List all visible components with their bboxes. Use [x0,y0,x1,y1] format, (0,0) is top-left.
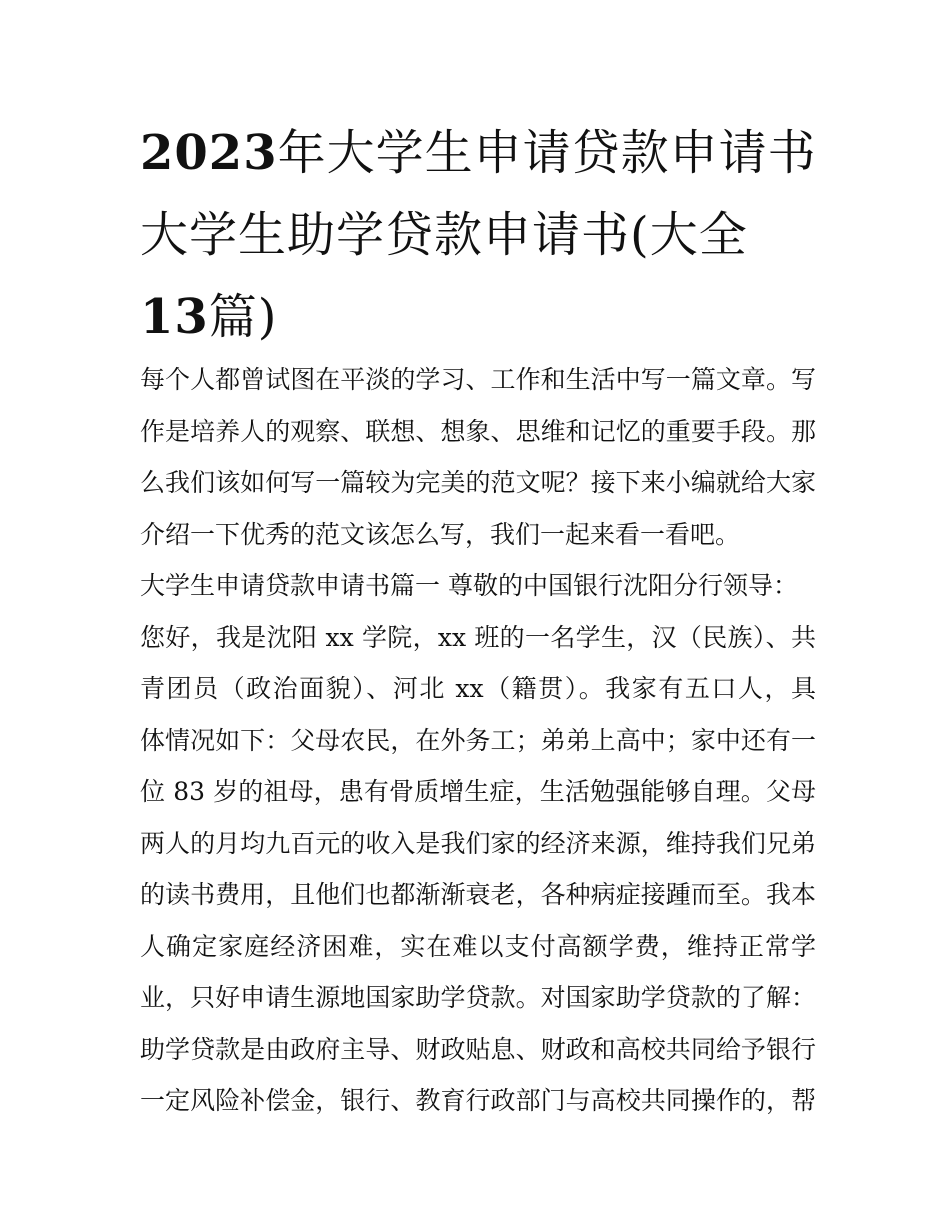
body-line: 体情况如下：父母农民，在外务工；弟弟上高中；家中还有一 [140,725,816,755]
body-line: 人确定家庭经济困难，实在难以支付高额学费，维持正常学 [140,931,816,961]
body-line: 业，只好申请生源地国家助学贷款。对国家助学贷款的了解： [140,983,816,1012]
title-line-1-text: 年大学生申请贷款申请书 [277,125,817,181]
title-line-2: 大学生助学贷款申请书(大全 [140,207,748,263]
body-line: 的读书费用，且他们也都渐渐衰老，各种病症接踵而至。我本 [140,880,816,909]
title-count: 13 [140,289,209,345]
document-body [140,354,816,1127]
title-year: 2023 [140,125,278,181]
body-line: 一定风险补偿金，银行、教育行政部门与高校共同操作的，帮 [140,1086,816,1115]
body-line: 青团员（政治面貌）、河北 xx（籍贯）。我家有五口人，具 [140,674,816,703]
body-line: 两人的月均九百元的收入是我们家的经济来源，维持我们兄弟 [140,828,816,858]
title-line-3 [140,289,278,345]
title-line-3-text: 篇) [208,289,278,345]
body-line: 助学贷款是由政府主导、财政贴息、财政和高校共同给予银行 [140,1034,816,1064]
body-line: 么我们该如何写一篇较为完美的范文呢？接下来小编就给大家 [140,468,816,497]
title-line-1 [140,125,817,181]
body-line: 每个人都曾试图在平淡的学习、工作和生活中写一篇文章。写 [140,365,816,394]
body-line: 大学生申请贷款申请书篇一 尊敬的中国银行沈阳分行领导： [140,571,798,600]
body-line: 介绍一下优秀的范文该怎么写，我们一起来看一看吧。 [140,519,741,549]
body-line: 作是培养人的观察、联想、想象、思维和记忆的重要手段。那 [140,416,816,446]
body-line: 位 83 岁的祖母，患有骨质增生症，生活勉强能够自理。父母 [140,777,816,806]
document-title [140,112,820,358]
body-line: 您好，我是沈阳 xx 学院，xx 班的一名学生，汉（民族）、共 [140,622,816,652]
